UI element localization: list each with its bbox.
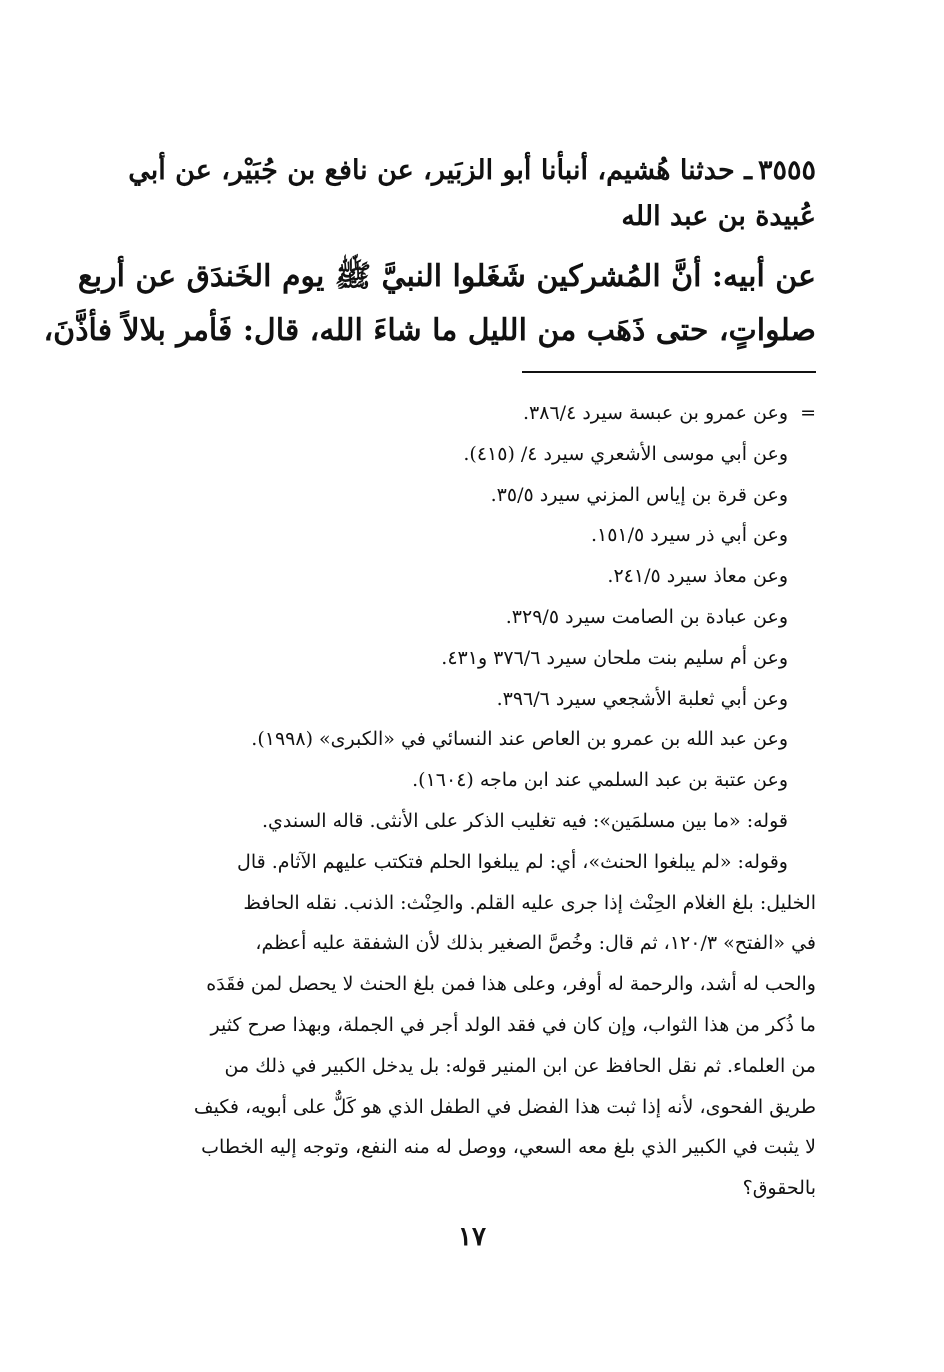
page-content — [43, 148, 816, 1200]
hadith-body-line-1: عن أبيه: أنَّ المُشركين شَغَلوا النبيَّ ﷺ يوم الخَندَق عن أربع — [77, 259, 816, 294]
commentary-line: لا يثبت في الكبير الذي بلغ معه السعي، ووصل له منه النفع، وتوجه إليه الخطاب — [201, 1136, 816, 1159]
hadith-header — [128, 148, 816, 240]
footnote-reference: وعن أم سليم بنت ملحان سيرد ٣٧٦/٦ و٤٣١. — [441, 646, 788, 669]
footnote-reference: وعن أبي ثعلبة الأشجعي سيرد ٣٩٦/٦. — [496, 687, 788, 710]
footnote-reference: وعن عبادة بن الصامت سيرد ٣٢٩/٥. — [505, 605, 788, 628]
commentary-line: طريق الفحوى، لأنه إذا ثبت هذا الفضل في الطفل الذي هو كَلٌّ على أبويه، فكيف — [193, 1095, 816, 1118]
footnote-reference: وعن عبد الله بن عمرو بن العاص عند النسائي في «الكبرى» (١٩٩٨). — [251, 728, 788, 751]
footnote-reference: وعن أبي ذر سيرد ١٥١/٥. — [590, 524, 788, 547]
footnote-reference: وعن قرة بن إياس المزني سيرد ٣٥/٥. — [490, 483, 788, 506]
commentary-line: بالحقوق؟ — [742, 1177, 816, 1200]
commentary-line: ما ذُكر من هذا الثواب، وإن كان في فقد الولد أجر في الجملة، وبهذا صرح كثير — [210, 1013, 816, 1036]
footnote-reference: وعن عتبة بن عبد السلمي عند ابن ماجه (١٦٠٤). — [412, 769, 788, 792]
footnote-reference — [134, 393, 816, 434]
hadith-body — [43, 250, 816, 358]
commentary-line: من العلماء. ثم نقل الحافظ عن ابن المنير قوله: بل يدخل الكبير في ذلك من — [224, 1054, 816, 1077]
commentary-line: والحب له أشد، والرحمة له أوفر، وعلى هذا فمن بلغ الحنث لا يحصل لمن فقَدَه — [206, 973, 816, 996]
hadith-header-line-1 — [128, 148, 816, 194]
continuation-mark: = — [800, 402, 816, 424]
commentary-line: قوله: «ما بين مسلمَين»: فيه تغليب الذكر على الأنثى. قاله السندي. — [261, 809, 788, 832]
hadith-header-line-2: عُبيدة بن عبد الله — [621, 201, 816, 232]
page-number: ١٧ — [458, 1222, 486, 1252]
commentary-line: وقوله: «لم يبلغوا الحنث»، أي: لم يبلغوا الحلم فتكتب عليهم الآثام. قال — [237, 850, 788, 873]
commentary-line: الخليل: بلغ الغلام الحِنْث إذا جرى عليه القلم. والحِنْث: الذنب. نقله الحافظ — [243, 891, 816, 914]
commentary-line: في «الفتح» ١٢٠/٣، ثم قال: وخُصَّ الصغير بذلك لأن الشفقة عليه أعظم، — [255, 932, 816, 955]
hadith-isnad-text: ـ حدثنا هُشيم، أنبأنا أبو الزبَير، عن نافع بن جُبَيْر، عن أبي — [128, 155, 752, 186]
footnote-reference-text: وعن عمرو بن عبسة سيرد ٣٨٦/٤. — [523, 402, 788, 424]
hadith-body-line-2: صلواتٍ، حتى ذَهَب من الليل ما شاءَ الله، قال: فَأمر بلالاً فأذَّنَ، — [43, 313, 816, 348]
footnote-reference: وعن أبي موسى الأشعري سيرد ٤/ (٤١٥). — [463, 442, 788, 465]
footnotes — [134, 393, 816, 1209]
footnote-reference: وعن معاذ سيرد ٢٤١/٥. — [607, 565, 788, 588]
hadith-number: ٣٥٥٥ — [757, 155, 816, 186]
footnote-separator — [522, 371, 816, 373]
